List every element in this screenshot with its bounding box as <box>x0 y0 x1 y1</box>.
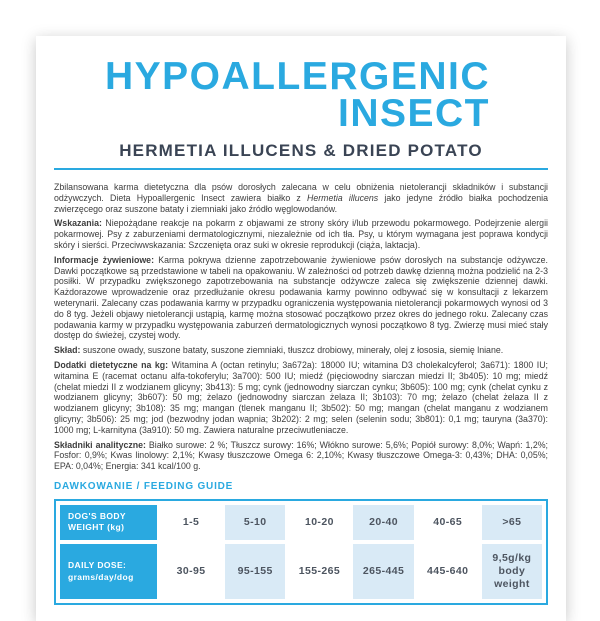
table-cell: 95-155 <box>225 544 285 599</box>
table-cell: 445-640 <box>427 565 469 578</box>
row-header-body-weight: DOG'S BODY WEIGHT (kg) <box>60 505 157 540</box>
paragraph-indications: Wskazania: Niepożądane reakcje na pokarm z objawami ze strony skóry i/lub przewodu pokarmowego. Podejrzenie alergii pokarmowej. Psy z zaburzeniami dermatologicznymi, niezależnie od ich tła. Psy, u którym wymagana jest poprawa kondycji skóry i sierści. Przeciwwskazania: Szczenięta oraz suki w okresie reprodukcji (ciąża, laktacja). <box>54 218 548 251</box>
table-cell: 155-265 <box>298 565 341 578</box>
table-cell: >65 <box>482 505 542 540</box>
product-title-line2: INSECT <box>337 92 490 136</box>
feeding-guide-table <box>54 499 548 605</box>
label-text-sections <box>54 182 548 472</box>
table-cell: 10-20 <box>304 515 334 528</box>
table-cell: 30-95 <box>176 565 206 578</box>
divider-line <box>54 168 548 170</box>
table-row-body-weight <box>60 505 542 540</box>
table-cell: 5-10 <box>225 505 285 540</box>
table-cell: 9,5g/kg body weight <box>482 544 542 599</box>
paragraph-additives: Dodatki dietetyczne na kg: Witamina A (octan retinylu; 3a672a): 18000 IU; witamina D3 cholekalcyferol; 3a671): 1800 IU; witamina E (racemat octanu alfa-tokoferylu; 3a700): 500 IU; miedź (pięciowodny siarczan miedzi II; 3b405): 10 mg; miedź (chelat miedzi II z wodzianem glicyny; 3b413): 5 mg; cynk (jednowodny siarczan cynku; 3b605): 100 mg; cynk (chelat cynku z wodzianem glicyny; 3b607): 50 mg; żelazo (jednowodny siarczan żelaza II; 3b103): 70 mg; żelazo (chelat żelaza II z wodzianem glicyny; 3b108): 35 mg; mangan (tlenek manganu II; 3b502): 50 mg; mangan (chelat manganu z wodzianem glicyny; 3b506): 25 mg; jod (bezwodny jodan wapnia; 3b202): 2 mg; selen (selenin sodu; 3b801): 0,1 mg; tauryna (3a370): 1000 mg; L-karnityna (3a910): 50 mg. Zawiera naturalne przeciwutleniacze. <box>54 360 548 435</box>
feeding-guide-section-title: DAWKOWANIE / FEEDING GUIDE <box>54 481 234 493</box>
table-cell: 40-65 <box>433 515 463 528</box>
product-subtitle: HERMETIA ILLUCENS & DRIED POTATO <box>119 141 483 161</box>
table-cell: 20-40 <box>353 505 413 540</box>
product-title-line1: HYPOALLERGENIC <box>104 55 490 98</box>
table-cell: 265-445 <box>353 544 413 599</box>
product-label-card <box>36 36 566 621</box>
paragraph-intro: Zbilansowana karma dietetyczna dla psów dorosłych zalecana w celu obniżenia nietolerancji składników i substancji odżywczych. Dieta Hypoallergenic Insect zawiera białko z Hermetia illucens jako jedyne źródło białka pochodzenia zwierzęcego oraz suszone bataty i ziemniaki jako źródło węglowodanów. <box>54 182 548 214</box>
paragraph-analytical: Składniki analityczne: Białko surowe: 2 %; Tłuszcz surowy: 16%; Włókno surowe: 5,6%; Popiół surowy: 8,0%; Wapń: 1,2%; Fosfor: 0,9%; Kwas linolowy: 2,1%; Kwasy tłuszczowe Omega 6: 2,10%; Kwasy tłuszczowe Omega-3: 0,43%; DHA: 0,05%; EPA: 0,04%; Energia: 341 kcal/100 g. <box>54 439 548 472</box>
row-header-daily-dose: DAILY DOSE: grams/day/dog <box>60 544 157 599</box>
table-row-daily-dose <box>60 544 542 599</box>
paragraph-feeding-info: Informacje żywieniowe: Karma pokrywa dzienne zapotrzebowanie żywieniowe psów dorosłych na substancje odżywcze. Dawki początkowe są przedstawione w tabeli na opakowaniu. W zależności od potrzeb dawkę dzienną można podzielić na 2-3 posiłki. W przypadku zwiększonego zapotrzebowania na substancje odżywcze zaleca się zwiększenie dziennej dawki. Każdorazowe wprowadzenie oraz przedłużanie okresu podawania karmy powinno odbywać się w konsultacji z lekarzem weterynarii. Zalecany czas podawania karmy w przypadku ograniczenia występowania nietolerancji pokarmowych wynosi od 3 do 8 tyg. Jeżeli objawy nietolerancji ustąpią, karmę można stosować początkowo przez okres do jednego roku. Zalecany czas podawania karmy w przypadku występowania zaburzeń dermatologicznych wynosi początkowo 8 tyg. Zwierzę musi mieć stały dostęp do świeżej, czystej wody. <box>54 254 548 341</box>
paragraph-composition: Skład: suszone owady, suszone bataty, suszone ziemniaki, tłuszcz drobiowy, minerały, olej z łososia, siemię lniane. <box>54 345 504 356</box>
product-title <box>54 55 548 136</box>
table-cell: 1-5 <box>182 515 200 528</box>
